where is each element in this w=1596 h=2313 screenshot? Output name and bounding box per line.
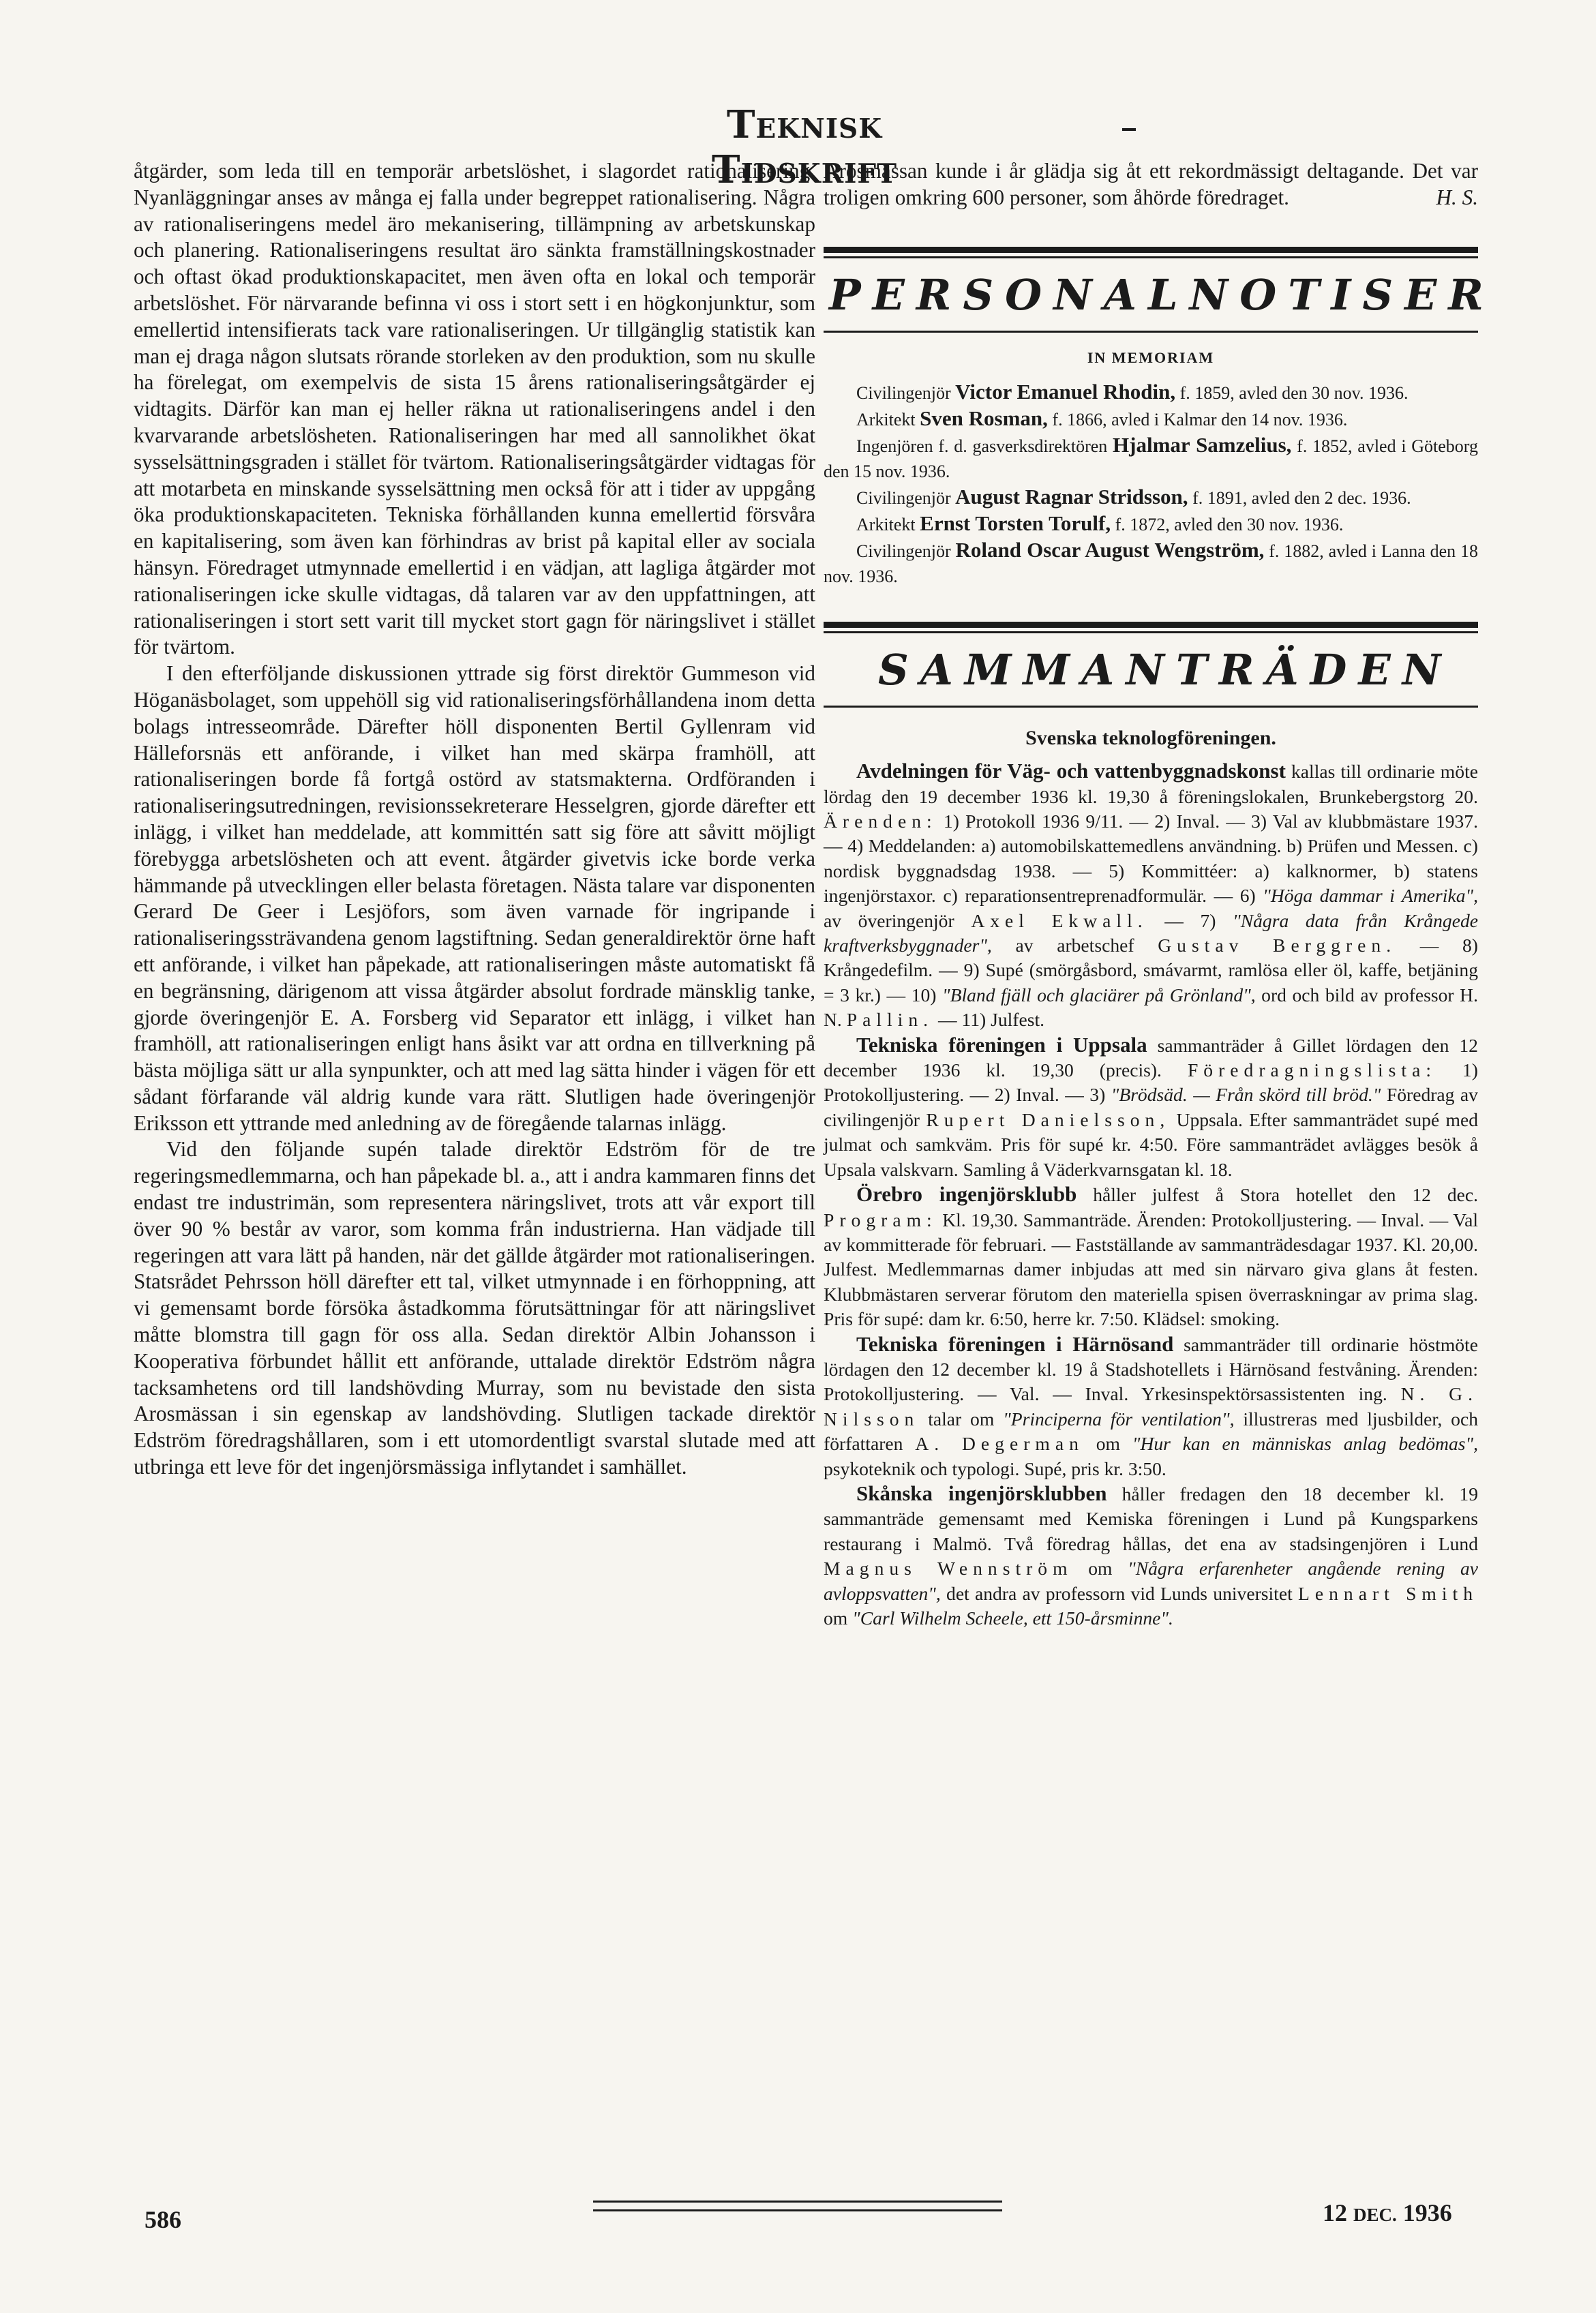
journal-masthead: Teknisk Tidskrift bbox=[711, 102, 898, 192]
paragraph: I den efterföljande diskussionen yttrade sig först direktör Gummeson vid Höganäsbolaget, som uppehöll sig vid rationaliseringsförhållandena inom detta bolags intresseområde. Därefter höll disponenten Bertil Gyllenram vid Hälleforsnäs ett anförande, i vilket han med skärpa framhöll, att rationaliseringen borde få fortgå ostörd av statsmakterna. Ordföranden i rationaliseringsutredningen, revisionssekreterare Hesselgren, gjorde därefter ett inlägg, i vilket han meddelade, att kommittén satt sig före att såvitt möjligt förebygga arbetslösheten och att event. åtgärder givetvis icke borde verka hämmande på utvecklingen eller belasta företagen. Nästa talare var disponenten Gerard De Geer i Lesjöfors, som även varnade för ingripande i rationaliseringssträvandena genom lagstiftning. Sedan generaldirektör örne haft ett anförande, i vilket han påpekade, att rationaliseringen måste automatiskt få en begränsning, därigenom att vissa åtgärder absolut fordrade mänsklig tanke, gjorde överingenjör E. A. Forsberg vid Separator ett inlägg, i vilket han framhöll, att rationaliseringen enligt hans åsikt var att ordna en tillverkning på bästa möjliga sätt ur alla synpunkter, och att med lag sätta hinder i vägen för ett sådant förfarande väl aldrig kunde vara rätt. Slutligen hade överingenjör Eriksson ett yttrande med anledning av de föregående talarnas inlägg. bbox=[134, 661, 815, 1135]
author-signature: H. S. bbox=[1436, 185, 1478, 209]
memoriam-entry: Civilingenjör Roland Oscar August Wengström, f. 1882, avled i Lanna den 18 nov. 1936. bbox=[824, 538, 1478, 587]
section-rule bbox=[824, 256, 1478, 258]
memoriam-entry: Ingenjören f. d. gasverksdirektören Hjalmar Samzelius, f. 1852, avled i Göteborg den 15 nov. 1936. bbox=[824, 433, 1478, 482]
intro-paragraph bbox=[824, 158, 1478, 211]
sammantraden-heading: SAMMANTRÄDEN bbox=[878, 645, 1453, 695]
society-heading: Svenska teknologföreningen. bbox=[1025, 727, 1276, 750]
section-rule bbox=[824, 331, 1478, 333]
section-rule bbox=[824, 622, 1478, 628]
personalnotiser-heading: PERSONALNOTISER bbox=[829, 269, 1495, 320]
left-column bbox=[134, 158, 815, 1481]
section-rule bbox=[824, 247, 1478, 253]
memoriam-entry: Civilingenjör Victor Emanuel Rhodin, f. 1859, avled den 30 nov. 1936. bbox=[856, 380, 1409, 404]
memoriam-heading: IN MEMORIAM bbox=[1087, 348, 1215, 366]
footer-rule bbox=[593, 2201, 1002, 2211]
issue-month: DEC. bbox=[1353, 2205, 1397, 2225]
meeting-notice: Skånska ingenjörsklubben håller fredagen den 18 december kl. 19 sammanträde gemensamt med Kemiska föreningen i Lund på Kungsparkens restaurang i Malmö. Två föredrag hållas, det ena av stadsingenjören i Lund Magnus Wennström om "Några erfarenheter angående rening av avloppsvatten", det andra av professorn vid Lunds universitet Lennart Smith om "Carl Wilhelm Scheele, ett 150-årsminne". bbox=[824, 1481, 1479, 1629]
paragraph: Vid den följande supén talade direktör Edström för de tre regeringsmedlemmarna, och han påpekade bl. a., att i andra kammaren finns det endast tre industrimän, som representera näringslivet, trots att vår export till över 90 % består av varor, som komma från industrierna. Han vädjade till regeringen att vara lätt på handen, när det gällde åtgärder mot rationaliseringen. Statsrådet Pehrsson höll därefter ett tal, vilket utmynnade i en förhoppning, att vi gemensamt borde försöka åstadkomma förutsättningar för att näringslivet måtte blomstra till gagn för oss alla. Sedan direktör Albin Johansson i Kooperativa förbundet hållit ett anförande, uttalade direktör Edström några tacksamhetens ord till landshövding Murray, som nu bevistade den sista Arosmässan i sin egenskap av landshövding. Slutligen tackade direktör Edström föredragshållaren, som i ett utomordentligt svarstal slutade med att utbringa ett leve för det ingenjörsmässiga inflytandet i samhället. bbox=[134, 1137, 815, 1479]
intro-text: Arosmässan kunde i år glädja sig åt ett rekordmässigt deltagande. Det var troligen omkring 600 personer, som åhörde föredraget. bbox=[824, 159, 1478, 209]
memoriam-entry: Arkitekt Ernst Torsten Torulf, f. 1872, avled den 30 nov. 1936. bbox=[856, 511, 1344, 536]
meeting-notice: Tekniska föreningen i Uppsala sammanträder å Gillet lördagen den 12 december 1936 kl. 19,30 (precis). Föredragningslista: 1) Protokolljustering. — 2) Inval. — 3) "Brödsäd. — Från skörd till bröd." Föredrag av civilingenjör Rupert Danielsson, Uppsala. Efter sammanträdet supé med julmat och samkväm. Pris för supé kr. 4:50. Före sammanträdet avlägges besök å Upsala valskvarn. Samling å Väderkvarnsgatan kl. 18. bbox=[824, 1032, 1479, 1180]
issue-day: 12 bbox=[1323, 2199, 1347, 2226]
meeting-notice: Tekniska föreningen i Härnösand sammanträder till ordinarie höstmöte lördagen den 12 december kl. 19 å Stadshotellets i Härnösand festvåning. Ärenden: Protokolljustering. — Val. — Inval. Yrkesinspektörsassistenten ing. N. G. Nilsson talar om "Principerna för ventilation", illustreras med ljusbilder, och författaren A. Degerman om "Hur kan en människas anlag bedömas", psykoteknik och typologi. Supé, pris kr. 3:50. bbox=[824, 1331, 1479, 1479]
meeting-notice: Avdelningen för Väg- och vattenbyggnadskonst kallas till ordinarie möte lördag den 19 december 1936 kl. 19,30 å föreningslokalen, Brunkebergstorg 20. Ärenden: 1) Protokoll 1936 9/11. — 2) Inval. — 3) Val av klubbmästare 1937. — 4) Meddelanden: a) automobilskattemedlens användning. b) Prüfen und Messen. c) nordisk byggnadsdag 1938. — 5) Kommittéer: a) kalknormer, b) statens ingenjörstaxor. c) reparationsentreprenadformulär. — 6) "Höga dammar i Amerika", av överingenjör Axel Ekwall. — 7) "Några data från Krångede kraftverksbyggnader", av arbetschef Gustav Berggren. — 8) Krångedefilm. — 9) Supé (smörgåsbord, smávarmt, ramlösa eller öl, kaffe, betjäning = 3 kr.) — 10) "Bland fjäll och glaciärer på Grönland", ord och bild av professor H. N. Pallin. — 11) Julfest. bbox=[824, 759, 1479, 1031]
memoriam-entry: Civilingenjör August Ragnar Stridsson, f. 1891, avled den 2 dec. 1936. bbox=[856, 485, 1411, 509]
issue-year: 1936 bbox=[1402, 2199, 1452, 2226]
right-column bbox=[824, 158, 1495, 1631]
page-number: 586 bbox=[145, 2206, 181, 2233]
dash-mark bbox=[1122, 128, 1136, 131]
section-rule bbox=[824, 706, 1478, 708]
paragraph: åtgärder, som leda till en temporär arbetslöshet, i slagordet rationalisering. Nyanläggningar anses av många ej falla under begreppet rationalisering. Några av rationaliseringens medel äro mekanisering, tillämpning av arbetskunskap och planering. Rationaliseringens resultat äro sänkta framställningskostnader och oftast ökad produktionskapacitet, men även ofta en lokal och temporär arbetslöshet. För närvarande befinna vi oss i stort sett i en högkonjunktur, som emellertid intensifierats tack vare rationaliseringen. Ur tillgänglig statistik kan man ej draga någon slutsats rörande storleken av den produktion, som nu skulle ha förelegat, om exempelvis de sista 15 årens rationaliseringsåtgärder ej vidtagits. Därför kan man ej heller räkna ut rationaliseringens andel i den kvarvarande arbetslösheten. Rationaliseringen har med all sannolikhet ökat sysselsättningsgraden i stället för tvärtom. Rationaliseringsåtgärder vidtagas för att motarbeta en minskande sysselsättning men också för att i tider av uppgång öka produktionskapaciteten. Tekniska förhållanden kunna emellertid försvåra en kapitalisering, som även kan förhindras av brist på kapital eller av sociala hänsyn. Föredraget utmynnade emellertid i en vädjan, att lagliga åtgärder mot rationaliseringen icke skulle vidtagas, då talaren var av den uppfattningen, att rationaliseringen i stort sett varit till mycket stort gagn för näringslivet i stället för tvärtom. bbox=[134, 159, 815, 659]
section-rule bbox=[824, 631, 1478, 633]
meeting-notice: Örebro ingenjörsklubb håller julfest å Stora hotellet den 12 dec. Program: Kl. 19,30. Sammanträde. Ärenden: Protokolljustering. — Inval. — Val av kommitterade för februari. — Fastställande av sammanträdesdagar 1937. Kl. 20,00. Julfest. Medlemmarnas damer inbjudas att med sin närvaro giva glans åt festen. Klubbmästaren serverar förutom den materiella spisen överraskningar av prima slag. Pris för supé: dam kr. 6:50, herre kr. 7:50. Klädsel: smoking. bbox=[824, 1182, 1479, 1330]
issue-date bbox=[1323, 2198, 1452, 2227]
memoriam-entry: Arkitekt Sven Rosman, f. 1866, avled i Kalmar den 14 nov. 1936. bbox=[856, 406, 1348, 431]
